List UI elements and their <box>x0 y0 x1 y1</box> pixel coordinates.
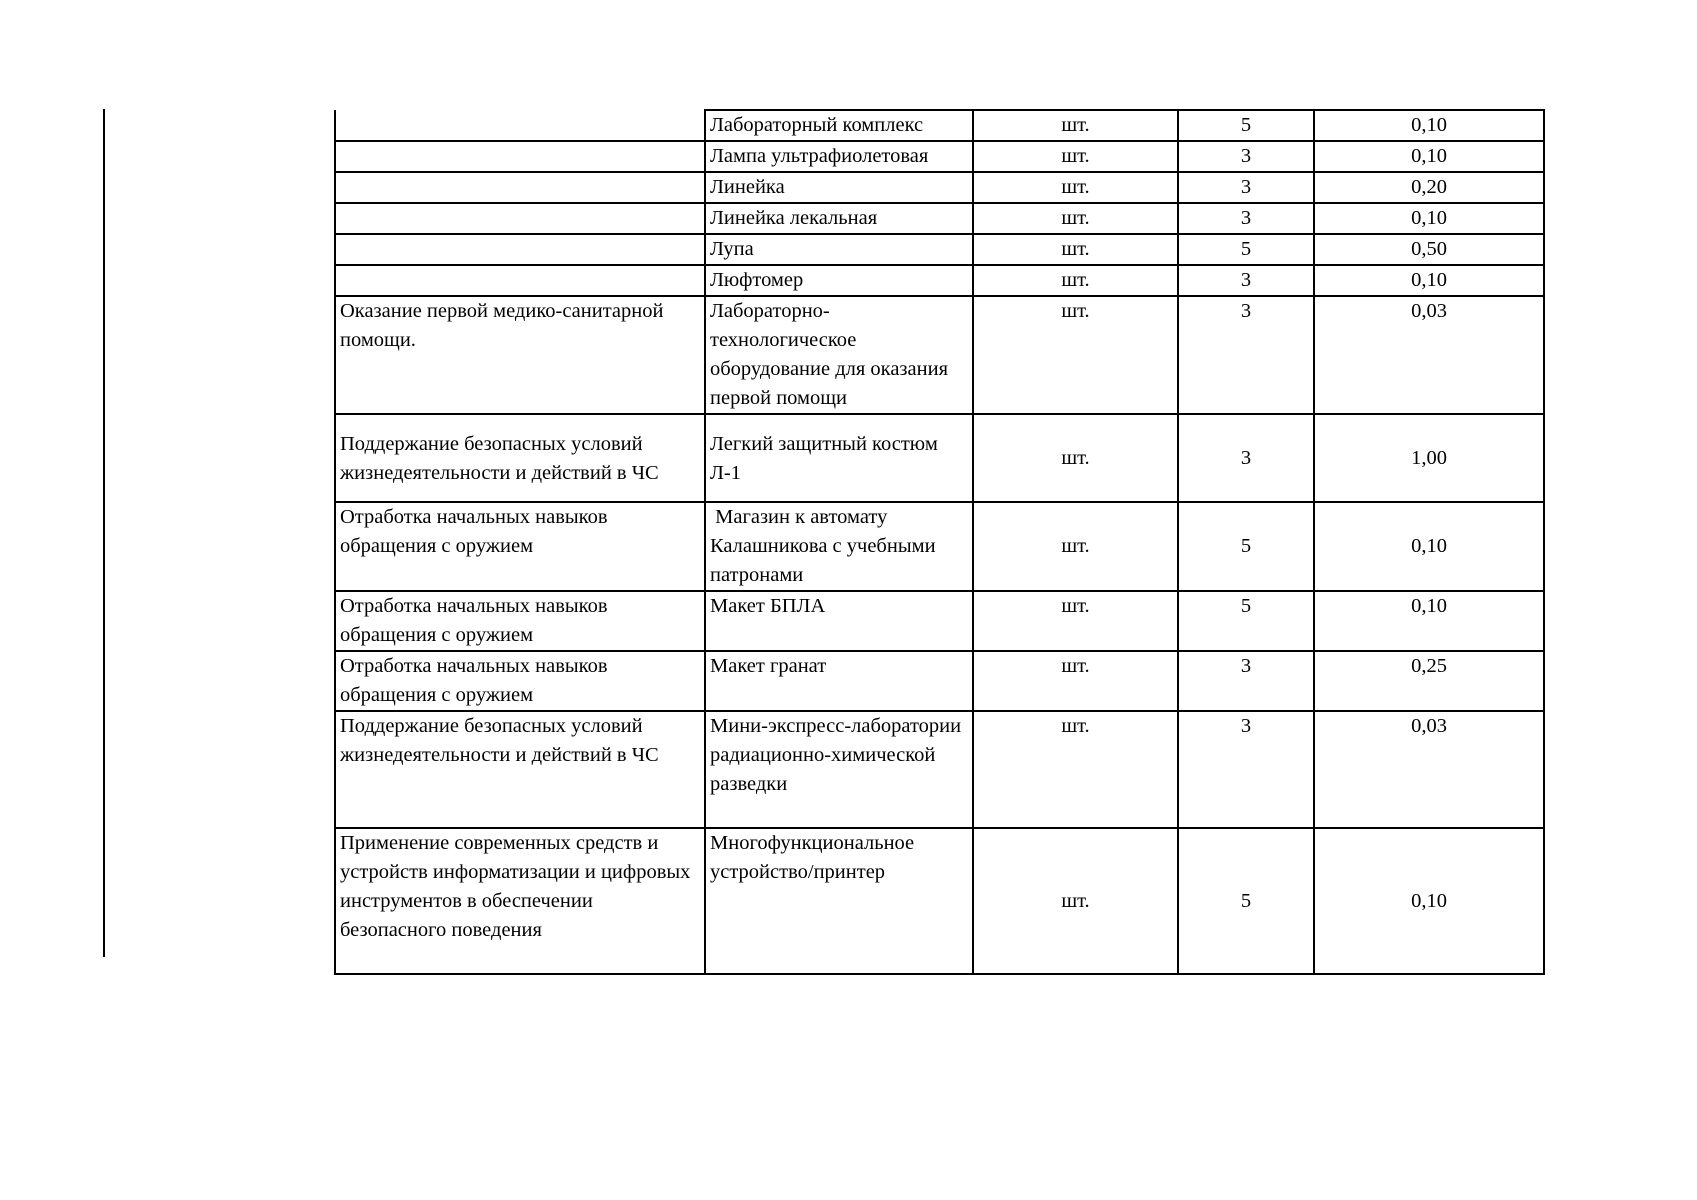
table-row <box>335 265 1544 296</box>
table-row <box>335 234 1544 265</box>
activity-cell <box>335 110 705 141</box>
unit-cell: шт. <box>973 296 1178 414</box>
qty-cell: 3 <box>1178 651 1314 711</box>
table-row <box>335 203 1544 234</box>
equipment-table <box>334 109 1545 975</box>
qty-cell: 3 <box>1178 203 1314 234</box>
activity-cell <box>335 141 705 172</box>
qty-cell: 3 <box>1178 172 1314 203</box>
activity-cell: Отработка начальных навыков обращения с оружием <box>335 591 705 651</box>
table-row <box>335 591 1544 651</box>
table-row <box>335 110 1544 141</box>
left-margin-rule <box>103 109 105 957</box>
unit-cell: шт. <box>973 828 1178 974</box>
item-cell: Лупа <box>705 234 973 265</box>
unit-cell: шт. <box>973 203 1178 234</box>
qty-cell: 3 <box>1178 265 1314 296</box>
table-row <box>335 711 1544 828</box>
value-cell: 0,03 <box>1314 296 1544 414</box>
equipment-table-body <box>335 110 1544 974</box>
value-cell: 0,10 <box>1314 110 1544 141</box>
activity-cell: Оказание первой медико-санитарной помощи. <box>335 296 705 414</box>
qty-cell: 5 <box>1178 591 1314 651</box>
unit-cell: шт. <box>973 141 1178 172</box>
unit-cell: шт. <box>973 502 1178 591</box>
item-cell: Легкий защитный костюм Л-1 <box>705 414 973 502</box>
unit-cell: шт. <box>973 414 1178 502</box>
qty-cell: 5 <box>1178 234 1314 265</box>
activity-cell: Поддержание безопасных условий жизнедеятельности и действий в ЧС <box>335 414 705 502</box>
item-cell: Мини-экспресс-лаборатории радиационно-химической разведки <box>705 711 973 828</box>
activity-cell: Применение современных средств и устройств информатизации и цифровых инструментов в обеспечении безопасного поведения <box>335 828 705 974</box>
activity-cell: Отработка начальных навыков обращения с оружием <box>335 651 705 711</box>
table-row <box>335 828 1544 974</box>
item-cell: Лабораторно-технологическое оборудование для оказания первой помощи <box>705 296 973 414</box>
qty-cell: 5 <box>1178 502 1314 591</box>
qty-cell: 3 <box>1178 141 1314 172</box>
value-cell: 0,10 <box>1314 141 1544 172</box>
table-row <box>335 141 1544 172</box>
table-row <box>335 296 1544 414</box>
qty-cell: 5 <box>1178 110 1314 141</box>
item-cell: Линейка лекальная <box>705 203 973 234</box>
value-cell: 0,25 <box>1314 651 1544 711</box>
item-cell: Люфтомер <box>705 265 973 296</box>
value-cell: 0,03 <box>1314 711 1544 828</box>
unit-cell: шт. <box>973 711 1178 828</box>
table-row <box>335 172 1544 203</box>
qty-cell: 3 <box>1178 296 1314 414</box>
table-row <box>335 651 1544 711</box>
qty-cell: 3 <box>1178 414 1314 502</box>
activity-cell <box>335 265 705 296</box>
value-cell: 0,10 <box>1314 265 1544 296</box>
item-cell: Лампа ультрафиолетовая <box>705 141 973 172</box>
activity-cell: Отработка начальных навыков обращения с оружием <box>335 502 705 591</box>
activity-cell <box>335 203 705 234</box>
activity-cell <box>335 172 705 203</box>
qty-cell: 5 <box>1178 828 1314 974</box>
value-cell: 0,10 <box>1314 502 1544 591</box>
unit-cell: шт. <box>973 591 1178 651</box>
table-row <box>335 502 1544 591</box>
value-cell: 0,50 <box>1314 234 1544 265</box>
activity-cell: Поддержание безопасных условий жизнедеятельности и действий в ЧС <box>335 711 705 828</box>
unit-cell: шт. <box>973 110 1178 141</box>
item-cell: Магазин к автомату Калашникова с учебными патронами <box>705 502 973 591</box>
item-cell: Макет гранат <box>705 651 973 711</box>
activity-cell <box>335 234 705 265</box>
value-cell: 0,10 <box>1314 591 1544 651</box>
value-cell: 0,20 <box>1314 172 1544 203</box>
item-cell: Линейка <box>705 172 973 203</box>
unit-cell: шт. <box>973 172 1178 203</box>
unit-cell: шт. <box>973 234 1178 265</box>
table-row <box>335 414 1544 502</box>
item-cell: Многофункциональное устройство/принтер <box>705 828 973 974</box>
value-cell: 0,10 <box>1314 828 1544 974</box>
unit-cell: шт. <box>973 651 1178 711</box>
item-cell: Макет БПЛА <box>705 591 973 651</box>
value-cell: 0,10 <box>1314 203 1544 234</box>
unit-cell: шт. <box>973 265 1178 296</box>
value-cell: 1,00 <box>1314 414 1544 502</box>
qty-cell: 3 <box>1178 711 1314 828</box>
item-cell: Лабораторный комплекс <box>705 110 973 141</box>
